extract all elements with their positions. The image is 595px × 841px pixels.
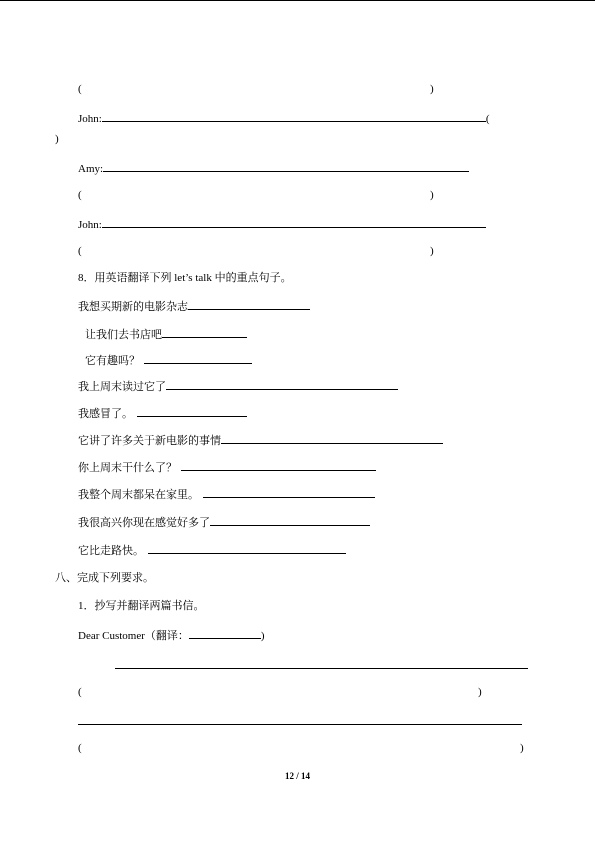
paren-open: ( xyxy=(78,686,82,698)
subsection-title: 1．抄写并翻译两篇书信。 xyxy=(78,600,205,612)
sentence-item: 我很高兴你现在感觉好多了 xyxy=(78,514,370,528)
answer-blank[interactable] xyxy=(181,459,376,471)
sentence-item: 我整个周末都呆在家里。 xyxy=(78,486,375,500)
john-line xyxy=(78,110,490,124)
sentence-item: 我上周末读过它了 xyxy=(78,378,398,392)
top-rule xyxy=(0,0,595,1)
speaker-label: John: xyxy=(78,219,102,231)
answer-blank[interactable] xyxy=(189,627,261,639)
paren-open: ( xyxy=(78,245,82,257)
answer-blank[interactable] xyxy=(203,486,375,498)
question-8-title: 8．用英语翻译下列 let’s talk 中的重点句子。 xyxy=(78,272,292,284)
paren-close: ) xyxy=(430,83,434,95)
answer-blank[interactable] xyxy=(221,432,443,444)
dear-customer-line: Dear Customer（翻译： ) xyxy=(78,627,265,641)
paren-open: ( xyxy=(485,113,490,125)
answer-blank[interactable] xyxy=(148,542,346,554)
writing-line[interactable] xyxy=(115,668,528,669)
paren-close: ) xyxy=(430,245,434,257)
paren-open: ( xyxy=(78,83,82,95)
sentence-item: 它比走路快。 xyxy=(78,542,346,556)
answer-blank[interactable] xyxy=(210,514,370,526)
speaker-label: John: xyxy=(78,113,102,125)
paren-close: ) xyxy=(478,686,482,698)
paren-close: ) xyxy=(520,742,524,754)
paren-close: ) xyxy=(55,133,59,145)
john-line xyxy=(78,216,486,230)
sentence-item: 它有趣吗？ xyxy=(85,352,252,366)
answer-blank[interactable] xyxy=(102,110,486,122)
sentence-item: 它讲了许多关于新电影的事情 xyxy=(78,432,443,446)
answer-blank[interactable] xyxy=(188,298,310,310)
sentence-item: 让我们去书店吧 xyxy=(85,326,247,340)
answer-blank[interactable] xyxy=(166,378,398,390)
speaker-label: Amy: xyxy=(78,163,104,175)
writing-line[interactable] xyxy=(78,724,522,725)
answer-blank[interactable] xyxy=(103,160,469,172)
sentence-item: 我想买期新的电影杂志 xyxy=(78,298,310,312)
answer-blank[interactable] xyxy=(102,216,486,228)
paren-close: ) xyxy=(430,189,434,201)
section-title: 八、完成下列要求。 xyxy=(55,572,154,584)
answer-blank[interactable] xyxy=(162,326,247,338)
page-number: 12 / 14 xyxy=(284,771,310,781)
answer-blank[interactable] xyxy=(144,352,252,364)
paren-open: ( xyxy=(78,189,82,201)
amy-line xyxy=(78,160,469,174)
sentence-item: 你上周末干什么了？ xyxy=(78,459,376,473)
paren-open: ( xyxy=(78,742,82,754)
sentence-item: 我感冒了。 xyxy=(78,405,247,419)
answer-blank[interactable] xyxy=(137,405,247,417)
